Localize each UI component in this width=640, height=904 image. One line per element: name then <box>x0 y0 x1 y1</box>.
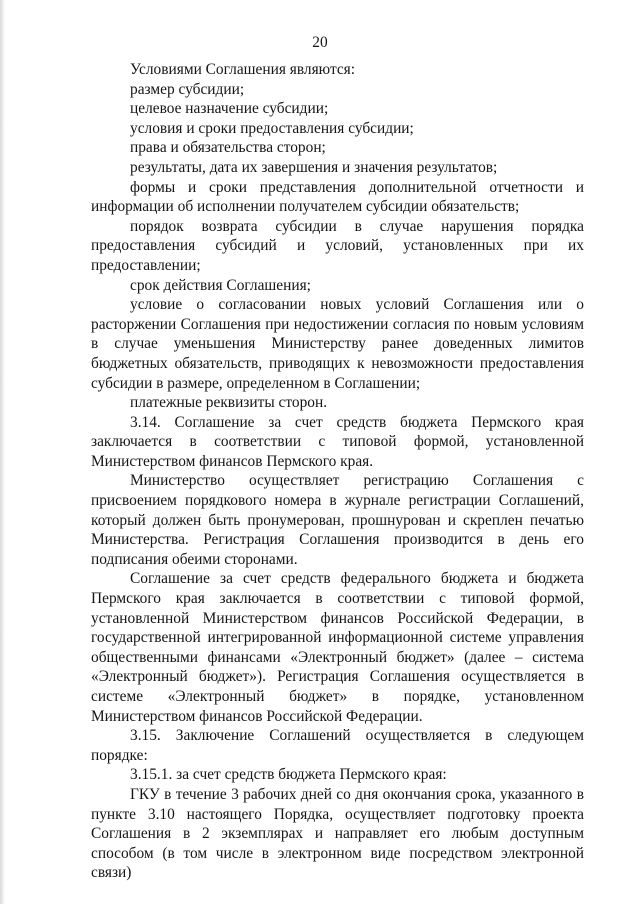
paragraph: Министерство осуществляет регистрацию Соглашения с присвоением порядкового номера в журнале регистрации Соглашений, который должен быть пронумерован, прошнурован и скреплен печатью Министерства. Регистрация Соглашения производится в день его подписания обеими сторонами. <box>91 472 584 568</box>
paragraph: 3.14. Соглашение за счет средств бюджета Пермского края заключается в соответствии с типовой формой, установленной Министерством финансов Пермского края. <box>91 413 584 470</box>
paragraph: Условиями Соглашения являются: <box>130 61 356 78</box>
paragraph: ГКУ в течение 3 рабочих дней со дня окончания срока, указанного в пункте 3.10 настоящего Порядка, осуществляет подготовку проекта Соглашения в 2 экземплярах и направляет его любым доступным способом (в том числе в электронном виде посредством электронной связи) <box>91 785 584 882</box>
paragraph: порядок возврата субсидии в случае нарушения порядка предоставления субсидий и условий, установленных при их предоставлении; <box>91 217 584 274</box>
paragraph: 3.15. Заключение Соглашений осуществляется в следующем порядке: <box>91 727 584 764</box>
paragraph: результаты, дата их завершения и значения результатов; <box>130 158 498 176</box>
paragraph: условия и сроки предоставления субсидии; <box>130 119 414 137</box>
paragraph: права и обязательства сторон; <box>130 139 326 157</box>
document-body <box>91 60 584 883</box>
paragraph: размер субсидии; <box>130 80 245 98</box>
paragraph: 3.15.1. за счет средств бюджета Пермского края: <box>130 766 447 784</box>
paragraph: платежные реквизиты сторон. <box>130 394 328 412</box>
paragraph: срок действия Соглашения; <box>130 276 311 294</box>
page-number: 20 <box>312 34 328 51</box>
paragraph: условие о согласовании новых условий Соглашения или о расторжении Соглашения при недостижении согласия по новым условиям в случае уменьшения Министерству ранее доведенных лимитов бюджетных обязательств, приводящих к невозможности предоставления субсидии в размере, определенном в Соглашении; <box>91 296 584 392</box>
paragraph: Соглашение за счет средств федерального бюджета и бюджета Пермского края заключается в соответствии с типовой формой, установленной Министерством финансов Российской Федерации, в государственной интегрированной информационной системе управления общественными финансами «Электронный бюджет» (далее – система «Электронный бюджет»). Регистрация Соглашения осуществляется в системе «Электронный бюджет» в порядке, установленном Министерством финансов Российской Федерации. <box>91 570 584 725</box>
paragraph: целевое назначение субсидии; <box>130 100 329 118</box>
scan-edge-shadow <box>0 0 5 904</box>
paragraph: формы и сроки представления дополнительной отчетности и информации об исполнении получателем субсидии обязательств; <box>91 178 584 216</box>
